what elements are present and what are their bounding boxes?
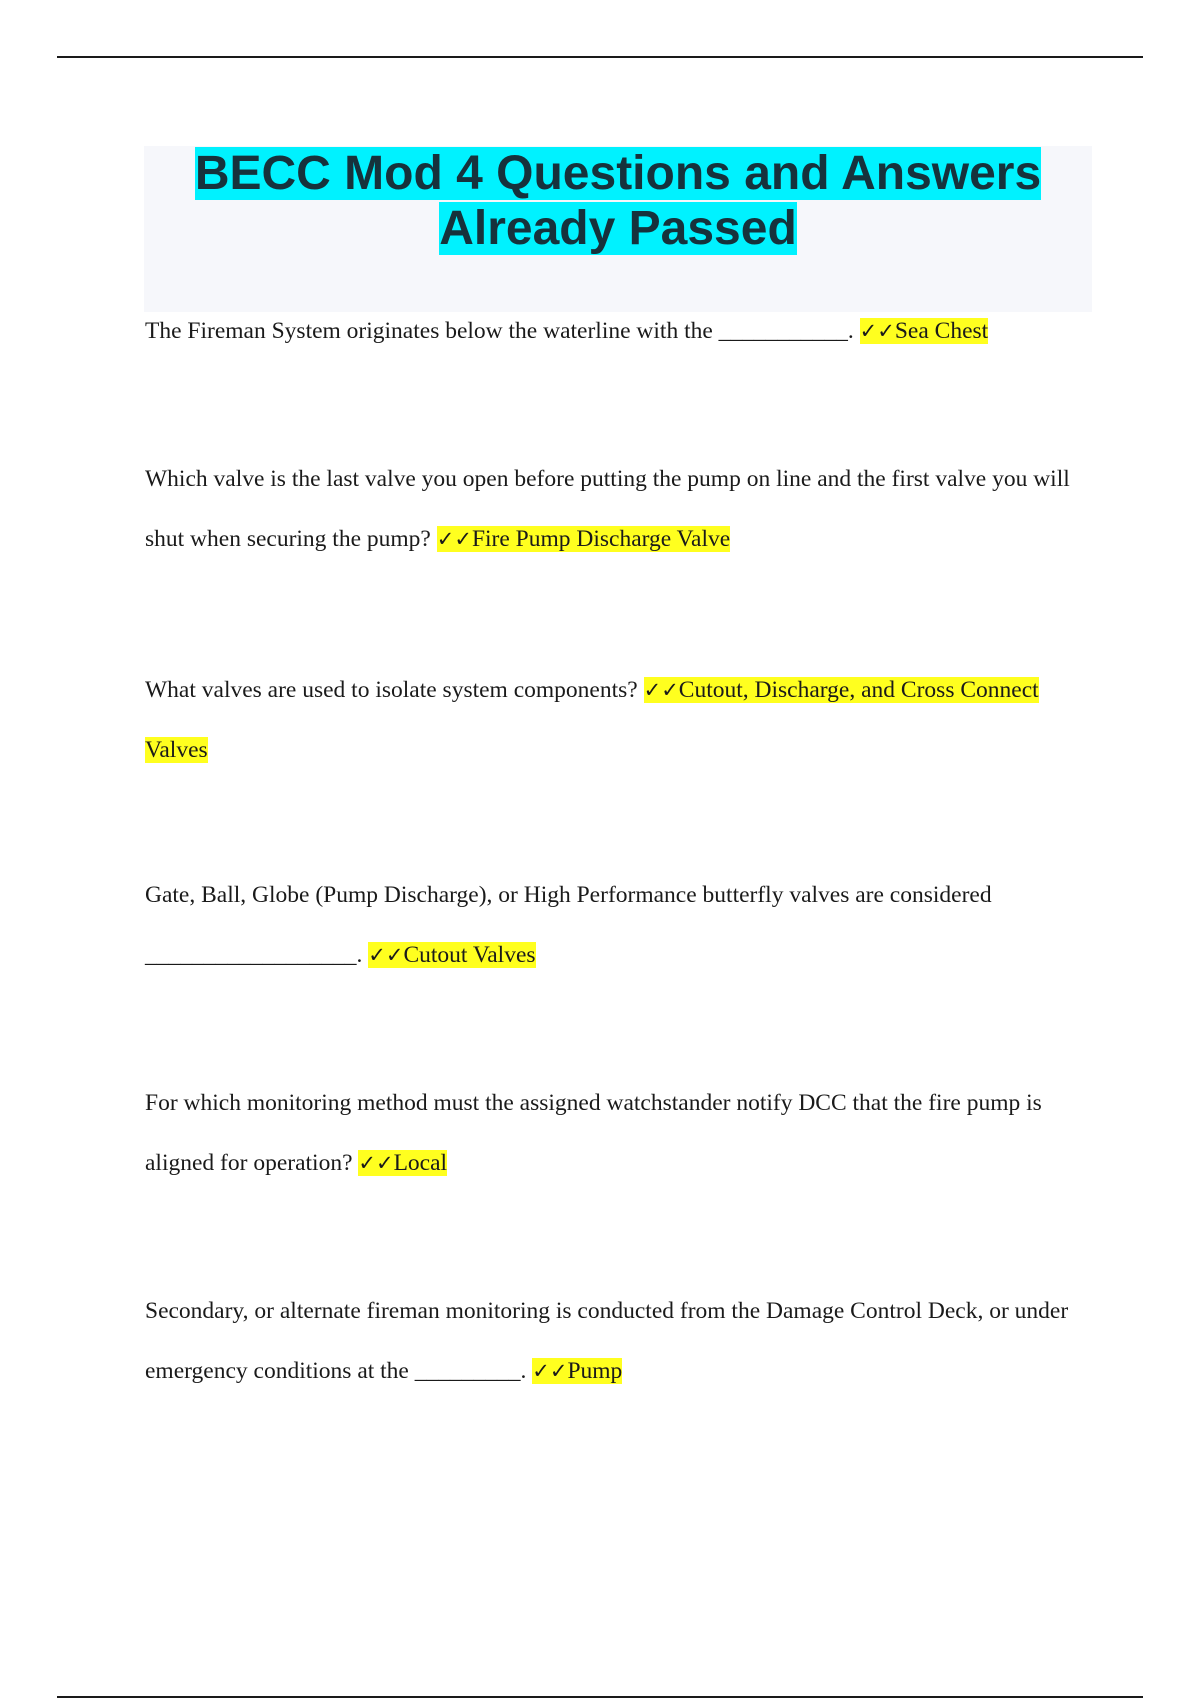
qa-item-2 [145,449,1085,569]
answer-text: Cutout, Discharge, and Cross Connect Valves [145,677,1039,763]
question-text: For which monitoring method must the assigned watchstander notify DCC that the fire pump is aligned for operation? [145,1090,1042,1176]
answer-text: Fire Pump Discharge Valve [471,526,731,552]
answer-highlight [860,318,989,344]
check-mark-icon: ✓✓ [532,1359,568,1383]
footer-rule [57,1696,1143,1698]
answer-highlight [532,1358,622,1384]
qa-item-6 [145,1281,1085,1401]
question-text: Secondary, or alternate fireman monitoring is conducted from the Damage Control Deck, or under emergency conditions at the _________. [145,1298,1069,1384]
document-title-line-1: BECC Mod 4 Questions and Answers [194,147,1042,200]
document-title-line-2: Already Passed [439,202,797,255]
question-text: Which valve is the last valve you open before putting the pump on line and the first valve you will shut when securing the pump? [145,466,1070,552]
check-mark-icon: ✓✓ [358,1151,394,1175]
check-mark-icon: ✓✓ [368,943,404,967]
qa-item-5 [145,1073,1085,1193]
title-banner [144,146,1092,312]
answer-text: Local [393,1150,448,1176]
qa-item-4 [145,865,1085,985]
answer-text: Pump [567,1358,623,1384]
answer-text: Cutout Valves [403,942,536,968]
question-text: The Fireman System originates below the waterline with the ___________. [145,318,860,344]
qa-item-1 [145,301,1085,361]
answer-highlight [368,942,535,968]
answer-highlight [358,1150,447,1176]
qa-item-3 [145,660,1085,780]
answer-text: Sea Chest [894,318,989,344]
header-rule [57,56,1143,58]
question-text: Gate, Ball, Globe (Pump Discharge), or High Performance butterfly valves are considered __________________. [145,882,992,968]
check-mark-icon: ✓✓ [436,527,472,551]
title-line-2 [144,201,1092,256]
answer-highlight [437,526,730,552]
check-mark-icon: ✓✓ [859,319,895,343]
title-line-1 [144,146,1092,201]
question-text: What valves are used to isolate system components? [145,677,644,703]
check-mark-icon: ✓✓ [643,678,679,702]
